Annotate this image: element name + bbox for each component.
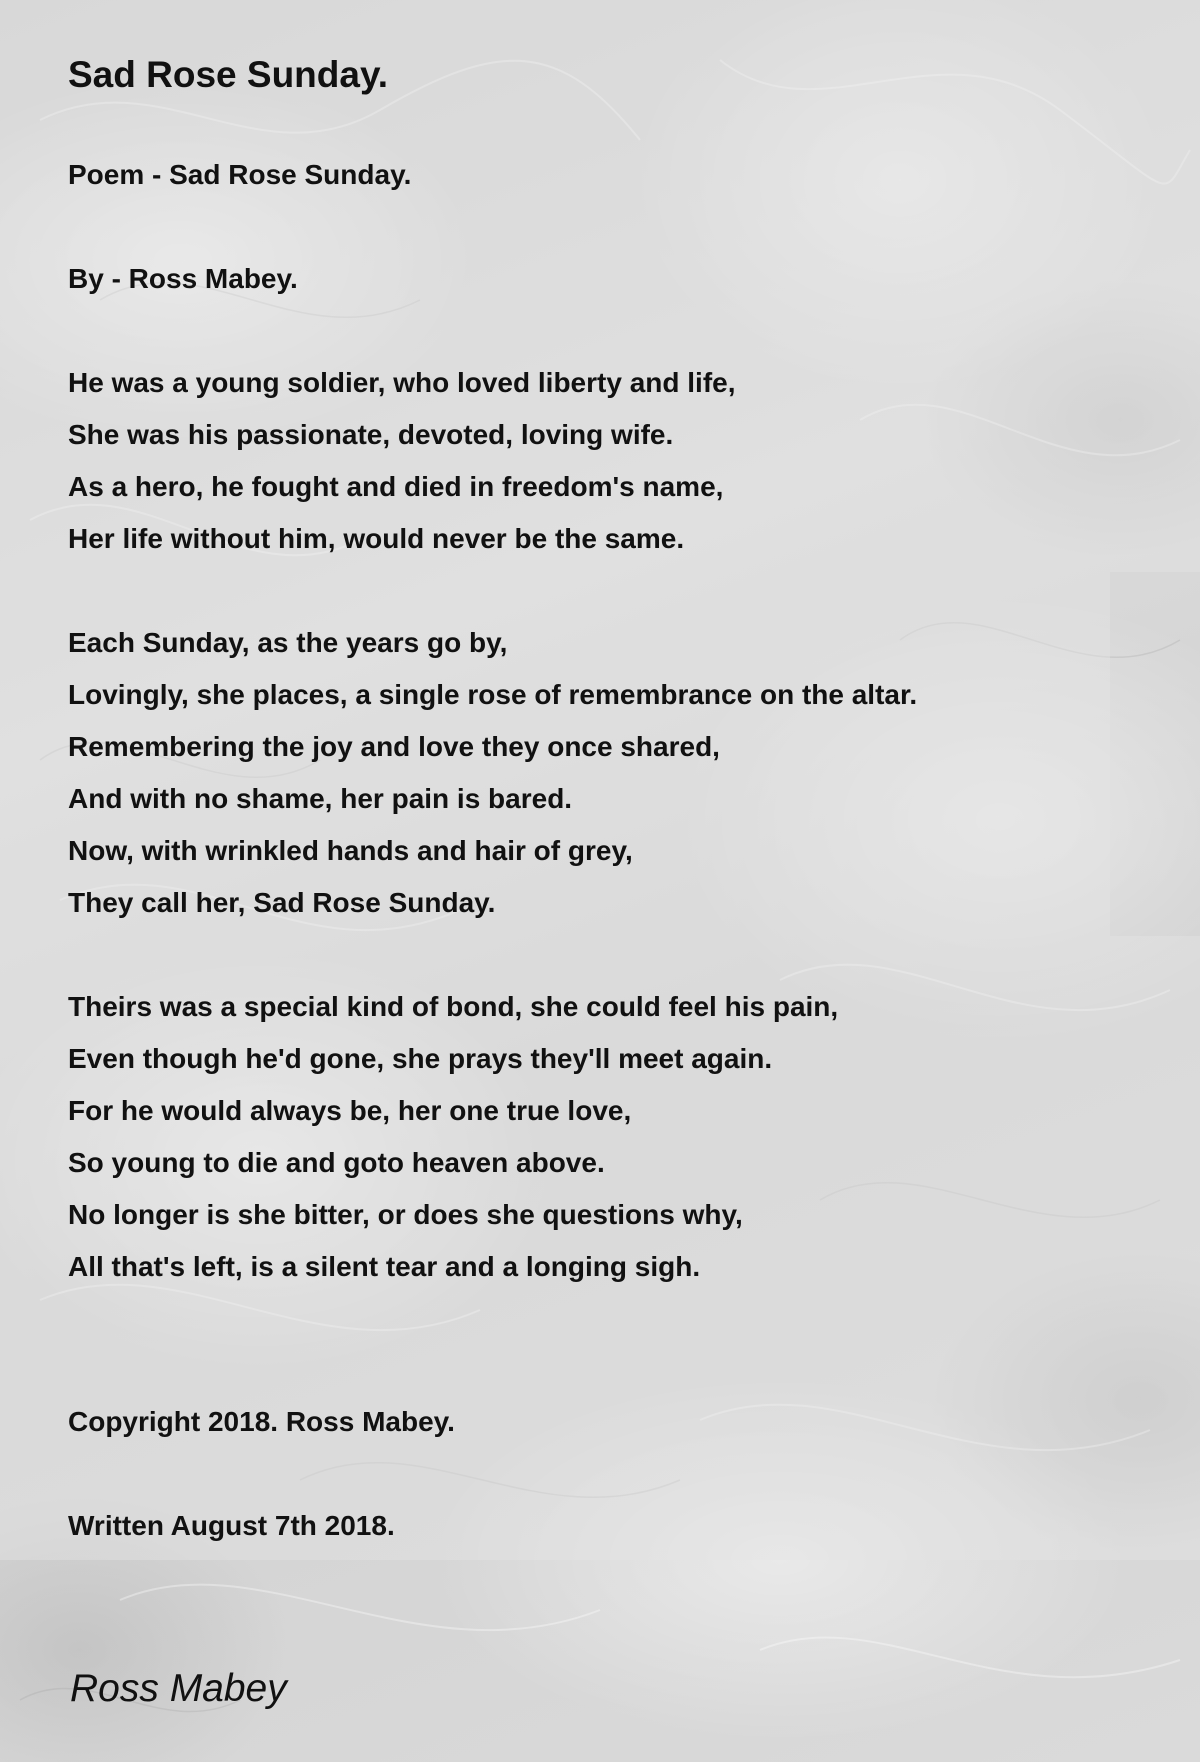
stanza-3-line-4: So young to die and goto heaven above. (68, 1147, 605, 1178)
written-date-line: Written August 7th 2018. (68, 1510, 395, 1541)
poem-panel-3 (0, 936, 1200, 1560)
stanza-3-line-5: No longer is she bitter, or does she questions why, (68, 1199, 743, 1230)
poem-byline: By - Ross Mabey. (68, 263, 298, 294)
author-signature: Ross Mabey (70, 1667, 287, 1710)
stanza-3-line-6: All that's left, is a silent tear and a longing sigh. (68, 1251, 701, 1282)
stanza-1-line-4: Her life without him, would never be the same. (68, 523, 685, 554)
poem-subtitle-line: Poem - Sad Rose Sunday. (68, 159, 412, 190)
stanza-2-line-1: Each Sunday, as the years go by, (68, 627, 508, 658)
copyright-line: Copyright 2018. Ross Mabey. (68, 1406, 455, 1437)
stanza-1-line-3: As a hero, he fought and died in freedom's name, (68, 471, 724, 502)
stanza-3-line-1: Theirs was a special kind of bond, she could feel his pain, (68, 991, 839, 1022)
stanza-2-line-2: Lovingly, she places, a single rose of remembrance on the altar. (68, 679, 918, 710)
stanza-3-line-3: For he would always be, her one true love, (68, 1095, 632, 1126)
stanza-2-line-4: And with no shame, her pain is bared. (68, 783, 573, 814)
poem-title: Sad Rose Sunday. (68, 54, 389, 95)
stanza-1-line-2: She was his passionate, devoted, loving wife. (68, 419, 674, 450)
stanza-1-line-1: He was a young soldier, who loved liberty and life, (68, 367, 736, 398)
stanza-2-line-3: Remembering the joy and love they once shared, (68, 731, 720, 762)
stanza-2-line-5: Now, with wrinkled hands and hair of grey, (68, 835, 633, 866)
stanza-2-line-6: They call her, Sad Rose Sunday. (68, 887, 496, 918)
stanza-3-line-2: Even though he'd gone, she prays they'll meet again. (68, 1043, 773, 1074)
